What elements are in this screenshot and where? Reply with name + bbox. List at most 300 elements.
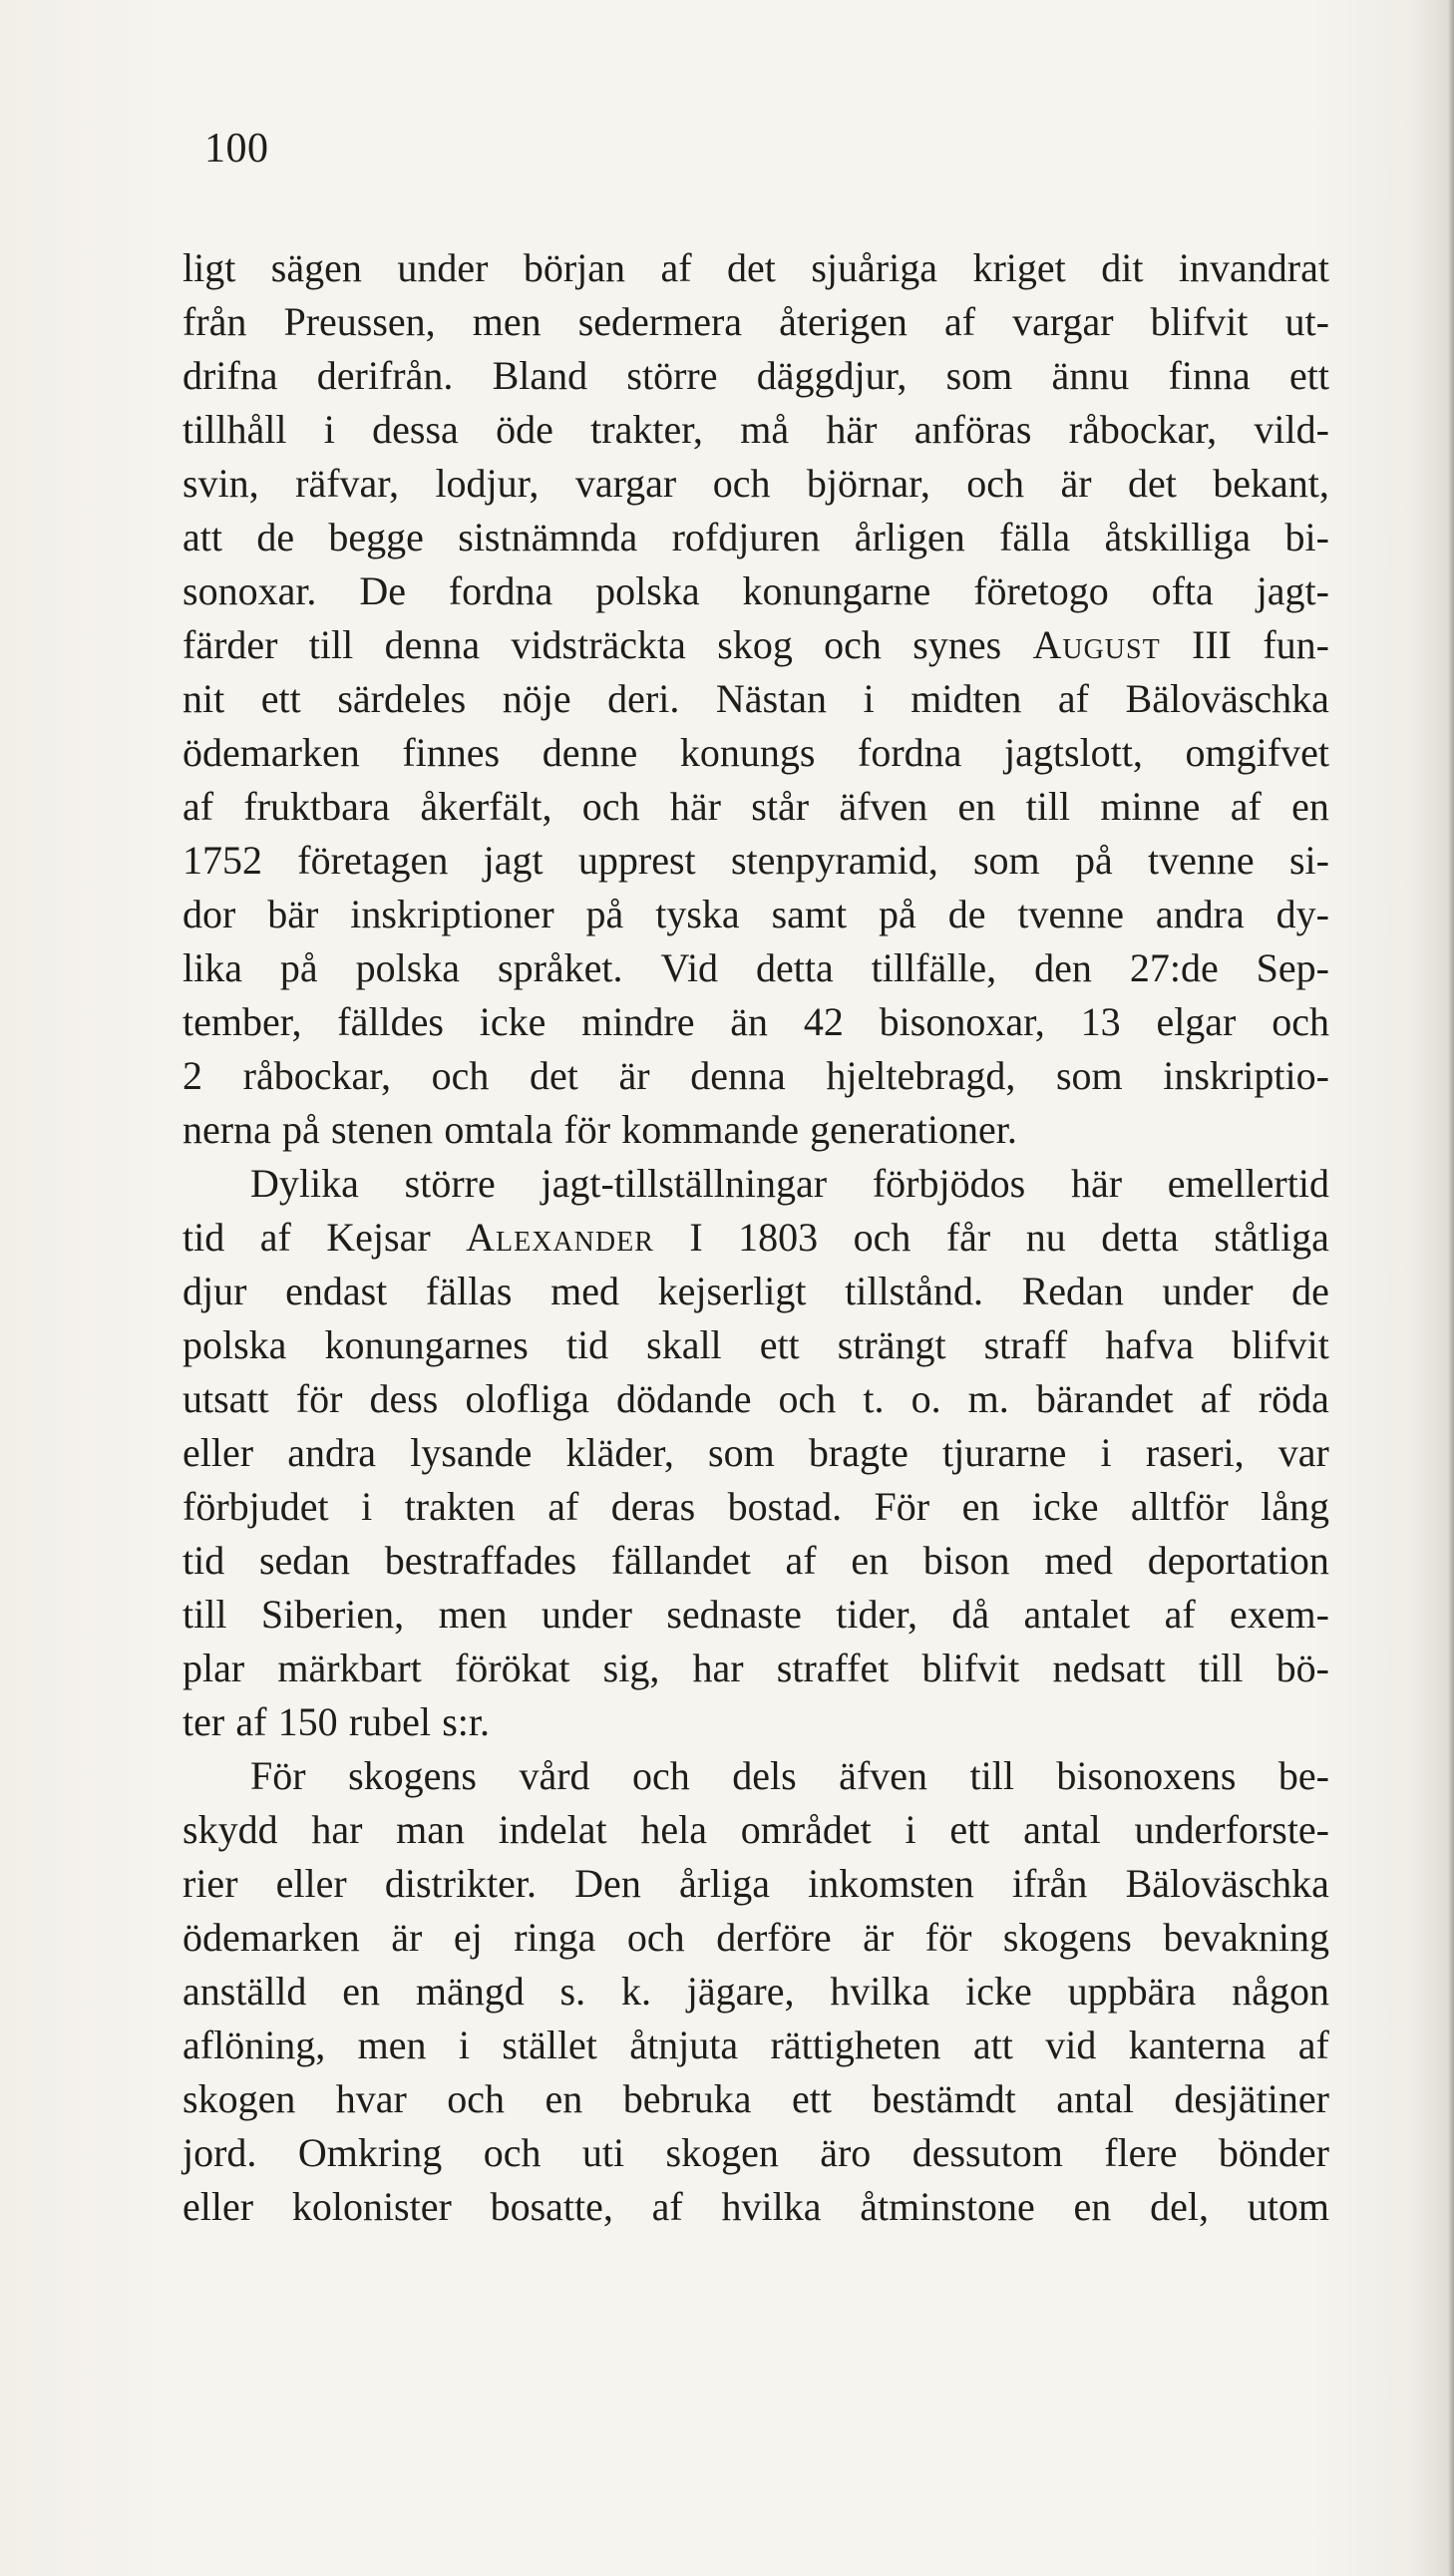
text-word: För: [250, 1753, 306, 1798]
text-word: räfvar,: [295, 461, 399, 506]
text-word: skogen: [665, 2130, 779, 2175]
text-word: bär: [267, 892, 319, 936]
text-line: [182, 995, 1329, 1049]
text-word: nu: [1025, 1215, 1066, 1260]
text-word: detta: [756, 945, 834, 990]
text-word: tjurarne: [942, 1430, 1067, 1475]
text-word: drifna: [182, 353, 278, 398]
text-word: än: [730, 999, 769, 1044]
text-line: [182, 780, 1329, 834]
text-word: äfven: [839, 784, 928, 829]
text-word: råbockar,: [1068, 407, 1218, 452]
text-word: förbjudet: [182, 1484, 329, 1529]
text-word: tillhåll: [182, 407, 287, 452]
text-word: samt: [771, 892, 848, 936]
text-word: årligen: [854, 515, 965, 559]
text-word: och: [853, 1215, 911, 1260]
text-word: till: [969, 1753, 1014, 1798]
text-word: nedsatt: [1052, 1646, 1166, 1690]
text-word: upprest: [577, 838, 696, 883]
text-word: m.: [967, 1376, 1009, 1421]
text-word: på: [879, 892, 916, 936]
text-word: be-: [1277, 1753, 1329, 1798]
text-line: [182, 1642, 1329, 1695]
text-word: bö-: [1275, 1646, 1329, 1690]
text-word: vård: [519, 1753, 590, 1798]
text-line: [182, 1426, 1329, 1480]
text-word: af: [785, 1538, 817, 1583]
text-word: 42: [803, 999, 844, 1044]
text-word: strängt: [837, 1322, 946, 1367]
text-word: i: [458, 2023, 471, 2067]
text-word: de: [1291, 1269, 1329, 1313]
text-word: 13: [1080, 999, 1121, 1044]
text-word: stenen: [330, 1107, 434, 1152]
text-word: området: [740, 1807, 872, 1852]
text-word: ofta: [1151, 568, 1214, 613]
text-word: sednaste: [666, 1592, 802, 1637]
text-word: åtnjuta: [629, 2023, 739, 2067]
text-word: en: [1291, 784, 1329, 829]
text-line: [182, 241, 1329, 295]
text-word: 150: [277, 1699, 338, 1744]
text-word: till: [1025, 784, 1071, 829]
text-word: emellertid: [1167, 1161, 1329, 1206]
text-word: Den: [574, 1861, 641, 1906]
text-word: eller: [275, 1861, 347, 1906]
text-word: af: [1200, 1376, 1232, 1421]
text-word: s.: [559, 1969, 586, 2014]
text-word: röda: [1258, 1376, 1329, 1421]
text-word: det: [530, 1053, 578, 1098]
text-word: ödemarken: [182, 730, 360, 775]
text-word: man: [396, 1807, 465, 1852]
text-word: dy-: [1275, 892, 1329, 936]
text-word: polska: [355, 945, 461, 990]
text-word: III: [1192, 622, 1232, 667]
text-word: vargar: [1012, 299, 1114, 344]
text-word: och: [966, 461, 1025, 506]
text-word: 2: [182, 1053, 202, 1098]
text-word: dit: [1101, 245, 1144, 290]
text-line: [182, 403, 1329, 457]
text-word: vid: [1045, 2023, 1097, 2067]
text-word: bevakning: [1163, 1915, 1329, 1960]
text-word: Omkring: [297, 2130, 443, 2175]
text-word: eller: [182, 1430, 254, 1475]
text-word: förbjödos: [872, 1161, 1026, 1206]
text-word: 1752: [182, 838, 262, 883]
text-word: synes: [912, 622, 1002, 667]
text-word: Dylika: [250, 1161, 359, 1206]
text-word: och: [483, 2130, 542, 2175]
text-word: på: [282, 1107, 320, 1152]
text-line: [182, 1480, 1329, 1534]
text-word: anställd: [182, 1969, 307, 2014]
text-word: 1803: [738, 1215, 819, 1260]
text-word: från: [182, 299, 247, 344]
text-word: till: [182, 1592, 227, 1637]
text-word: hafva: [1105, 1322, 1195, 1367]
text-word: dessa: [372, 407, 459, 452]
text-word: som: [1055, 1053, 1123, 1098]
text-word: ut-: [1284, 299, 1329, 344]
text-word: af: [1057, 676, 1089, 721]
text-word: bostad.: [727, 1484, 843, 1529]
text-line: [182, 726, 1329, 780]
text-word: en: [961, 1484, 1000, 1529]
text-word: då: [951, 1592, 990, 1637]
text-word: tid: [182, 1215, 225, 1260]
text-word: si-: [1288, 838, 1329, 883]
text-line: [182, 1318, 1329, 1372]
text-line: [182, 1157, 1329, 1211]
text-word: är: [391, 1915, 423, 1960]
text-word: under: [1162, 1269, 1254, 1313]
text-word: med: [1044, 1538, 1114, 1583]
text-word: har: [692, 1646, 744, 1690]
text-word: flere: [1104, 2130, 1178, 2175]
text-word: distrikter.: [384, 1861, 538, 1906]
text-line: [182, 2126, 1329, 2180]
text-word: underforste-: [1134, 1807, 1329, 1852]
text-word: bragte: [808, 1430, 909, 1475]
text-line: [182, 888, 1329, 941]
text-word: de: [256, 515, 295, 559]
text-word: August: [1032, 622, 1161, 667]
text-word: bison: [922, 1538, 1010, 1583]
text-word: kanterna: [1128, 2023, 1267, 2067]
text-line: [182, 2180, 1329, 2234]
text-word: lysande: [410, 1430, 533, 1475]
text-word: konungarne: [742, 568, 931, 613]
text-line: [182, 457, 1329, 511]
text-word: tillfälle,: [871, 945, 997, 990]
text-word: blifvit: [921, 1646, 1020, 1690]
text-word: företagen: [297, 838, 449, 883]
text-line: [182, 1534, 1329, 1588]
text-word: del,: [1150, 2184, 1209, 2229]
text-word: endast: [285, 1269, 388, 1313]
text-word: en: [342, 1969, 381, 2014]
text-word: däggdjur,: [756, 353, 908, 398]
text-word: skydd: [182, 1807, 278, 1852]
text-word: Sep-: [1256, 945, 1329, 990]
text-line: [182, 941, 1329, 995]
text-word: det: [727, 245, 776, 290]
text-word: står: [751, 784, 810, 829]
text-word: denne: [542, 730, 638, 775]
text-word: och: [632, 1753, 690, 1798]
text-word: vargar: [574, 461, 677, 506]
text-word: derifrån.: [316, 353, 454, 398]
text-word: som: [708, 1430, 775, 1475]
text-word: ännu: [1051, 353, 1130, 398]
text-line: [182, 834, 1329, 888]
text-line: [182, 1749, 1329, 1803]
text-word: jagt-: [1256, 568, 1329, 613]
text-word: dessutom: [911, 2130, 1063, 2175]
text-word: märkbart: [277, 1646, 422, 1690]
text-word: deportation: [1147, 1538, 1329, 1583]
text-word: omtala: [444, 1107, 553, 1152]
text-word: ett: [1288, 353, 1329, 398]
text-word: bestraffades: [384, 1538, 577, 1583]
text-word: raseri,: [1145, 1430, 1245, 1475]
text-word: jord.: [182, 2130, 257, 2175]
text-line: [182, 2072, 1329, 2126]
text-word: sonoxar.: [182, 568, 317, 613]
text-word: stenpyramid,: [730, 838, 938, 883]
page-edge-shadow: [1448, 0, 1454, 2576]
text-word: större: [626, 353, 718, 398]
text-word: Vid: [660, 945, 719, 990]
text-word: färder: [182, 622, 278, 667]
text-line: [182, 1211, 1329, 1265]
text-word: dödande: [615, 1376, 752, 1421]
text-word: Siberien,: [260, 1592, 405, 1637]
text-word: svin,: [182, 461, 259, 506]
text-word: af: [259, 1215, 291, 1260]
text-word: men: [472, 299, 542, 344]
text-line: [182, 2019, 1329, 2072]
text-word: men: [438, 1592, 508, 1637]
text-word: midten: [910, 676, 1022, 721]
text-word: derföre: [716, 1915, 832, 1960]
text-word: en: [957, 784, 996, 829]
text-word: årliga: [678, 1861, 770, 1906]
text-word: jägare,: [686, 1969, 795, 2014]
text-word: åkerfält,: [420, 784, 552, 829]
text-word: fälla: [999, 515, 1071, 559]
text-word: de: [947, 892, 986, 936]
text-word: ett: [759, 1322, 800, 1367]
text-word: nit: [182, 676, 225, 721]
text-word: polska: [595, 568, 700, 613]
text-word: tid: [565, 1322, 609, 1367]
text-word: detta: [1101, 1215, 1179, 1260]
text-word: ett: [260, 676, 301, 721]
text-line: [182, 1103, 1329, 1157]
text-word: någon: [1232, 1969, 1329, 2014]
text-word: på: [279, 945, 318, 990]
text-word: en: [1073, 2184, 1112, 2229]
text-word: att: [972, 2023, 1013, 2067]
text-word: k.: [620, 1969, 651, 2014]
text-word: kejserligt: [657, 1269, 807, 1313]
text-word: för: [563, 1107, 611, 1152]
text-word: och: [581, 784, 640, 829]
text-word: kommande: [621, 1107, 799, 1152]
text-word: mängd: [415, 1969, 525, 2014]
text-word: denna: [384, 622, 481, 667]
text-word: för: [924, 1915, 972, 1960]
text-word: tember,: [182, 999, 302, 1044]
text-word: dess: [369, 1376, 439, 1421]
text-word: tvenne: [1017, 892, 1124, 936]
text-word: återigen: [779, 299, 908, 344]
text-word: bekant,: [1213, 461, 1329, 506]
text-word: äro: [820, 2130, 872, 2175]
text-word: För: [874, 1484, 930, 1529]
text-word: tid: [182, 1538, 225, 1583]
text-word: tyska: [655, 892, 740, 936]
text-word: rofdjuren: [671, 515, 821, 559]
text-word: har: [311, 1807, 363, 1852]
text-word: I: [689, 1215, 703, 1260]
text-word: rier: [182, 1861, 238, 1906]
text-word: finnes: [402, 730, 501, 775]
text-word: Alexander: [466, 1215, 654, 1260]
text-word: i: [905, 1807, 916, 1852]
text-word: men: [357, 2023, 427, 2067]
text-word: antal: [1023, 1807, 1101, 1852]
text-line: [182, 1695, 1329, 1749]
text-word: minne: [1100, 784, 1201, 829]
text-line: [182, 1803, 1329, 1857]
text-word: råbockar,: [242, 1053, 391, 1098]
text-word: begge: [328, 515, 424, 559]
text-word: uppbära: [1067, 1969, 1197, 2014]
text-word: ståtliga: [1214, 1215, 1329, 1260]
text-word: ifrån: [1011, 1861, 1088, 1906]
text-word: o.: [910, 1376, 941, 1421]
text-word: eller: [182, 2184, 254, 2229]
text-word: trakten: [404, 1484, 516, 1529]
text-word: trakter,: [590, 407, 703, 452]
text-word: af: [651, 2184, 683, 2229]
text-word: icke: [1031, 1484, 1099, 1529]
text-word: språket.: [498, 945, 623, 990]
text-word: inskriptio-: [1163, 1053, 1329, 1098]
text-word: dor: [182, 892, 236, 936]
text-word: hjeltebragd,: [826, 1053, 1016, 1098]
body-text: [182, 241, 1329, 2234]
text-word: antal: [1056, 2076, 1134, 2121]
text-word: andra: [287, 1430, 377, 1475]
text-word: Bland: [492, 353, 588, 398]
text-line: [182, 1372, 1329, 1426]
text-word: hvilka: [830, 1969, 930, 2014]
text-word: polska: [182, 1322, 287, 1367]
text-word: konungarnes: [324, 1322, 529, 1367]
text-word: Kejsar: [326, 1215, 431, 1260]
text-word: sägen: [270, 245, 362, 290]
text-line: [182, 1857, 1329, 1911]
text-word: Bäloväschka: [1125, 676, 1329, 721]
text-word: sedermera: [577, 299, 743, 344]
text-line: [182, 1049, 1329, 1103]
text-word: jagt: [483, 838, 544, 883]
text-word: i: [863, 676, 875, 721]
text-word: skogens: [1002, 1915, 1132, 1960]
text-word: får: [945, 1215, 991, 1260]
text-line: [182, 1911, 1329, 1965]
text-word: aflöning,: [182, 2023, 326, 2067]
text-line: [182, 618, 1329, 672]
text-word: icke: [965, 1969, 1032, 2014]
text-word: alltför: [1130, 1484, 1229, 1529]
text-word: kolonister: [291, 2184, 452, 2229]
text-line: [182, 672, 1329, 726]
text-word: här: [1070, 1161, 1123, 1206]
text-word: rubel: [348, 1699, 432, 1744]
text-word: inskriptioner: [350, 892, 554, 936]
text-word: af: [547, 1484, 579, 1529]
text-word: denna: [690, 1053, 786, 1098]
text-word: en: [851, 1538, 890, 1583]
text-word: af: [1297, 2023, 1329, 2067]
text-word: ett: [949, 1807, 990, 1852]
text-line: [182, 349, 1329, 403]
text-word: särdeles: [337, 676, 467, 721]
text-word: skall: [646, 1322, 722, 1367]
text-word: Nästan: [715, 676, 827, 721]
text-word: hela: [640, 1807, 707, 1852]
text-word: här: [669, 784, 721, 829]
text-word: den: [1034, 945, 1092, 990]
text-word: och: [1272, 999, 1329, 1044]
text-word: under: [541, 1592, 632, 1637]
text-word: af: [943, 299, 976, 344]
text-word: anföras: [913, 407, 1032, 452]
text-word: De: [359, 568, 406, 613]
text-word: företogo: [973, 568, 1109, 613]
text-word: ter: [182, 1699, 225, 1744]
text-word: till: [308, 622, 354, 667]
text-word: blifvit: [1150, 299, 1249, 344]
text-word: bisonoxens: [1056, 1753, 1237, 1798]
text-word: bestämdt: [872, 2076, 1016, 2121]
text-word: sjuåriga: [811, 245, 937, 290]
text-word: fordna: [448, 568, 553, 613]
text-word: plar: [182, 1646, 245, 1690]
text-word: nöje: [502, 676, 571, 721]
text-word: sedan: [258, 1538, 351, 1583]
text-word: skog: [717, 622, 793, 667]
text-word: indelat: [498, 1807, 607, 1852]
text-word: lodjur,: [435, 461, 540, 506]
text-word: början: [523, 245, 626, 290]
text-word: och: [824, 622, 882, 667]
text-word: i: [361, 1484, 373, 1529]
text-word: fordna: [858, 730, 962, 775]
text-word: inkomsten: [808, 1861, 974, 1906]
text-word: omgifvet: [1185, 730, 1329, 775]
text-line: [182, 1265, 1329, 1318]
text-word: äfven: [839, 1753, 927, 1798]
text-word: af: [235, 1699, 267, 1744]
text-word: deri.: [607, 676, 680, 721]
text-word: och: [778, 1376, 837, 1421]
text-word: uti: [581, 2130, 625, 2175]
text-word: straffet: [776, 1646, 890, 1690]
text-word: och: [431, 1053, 490, 1098]
text-word: elgar: [1156, 999, 1237, 1044]
text-word: exem-: [1230, 1592, 1329, 1637]
text-line: [182, 1588, 1329, 1642]
text-word: kläder,: [565, 1430, 674, 1475]
text-word: det: [1127, 461, 1177, 506]
text-word: hvilka: [721, 2184, 822, 2229]
text-word: som: [972, 838, 1040, 883]
text-word: Redan: [1021, 1269, 1124, 1313]
text-word: är: [1060, 461, 1092, 506]
text-word: som: [945, 353, 1013, 398]
text-word: tider,: [836, 1592, 917, 1637]
text-word: tvenne: [1148, 838, 1255, 883]
text-word: straff: [983, 1322, 1068, 1367]
